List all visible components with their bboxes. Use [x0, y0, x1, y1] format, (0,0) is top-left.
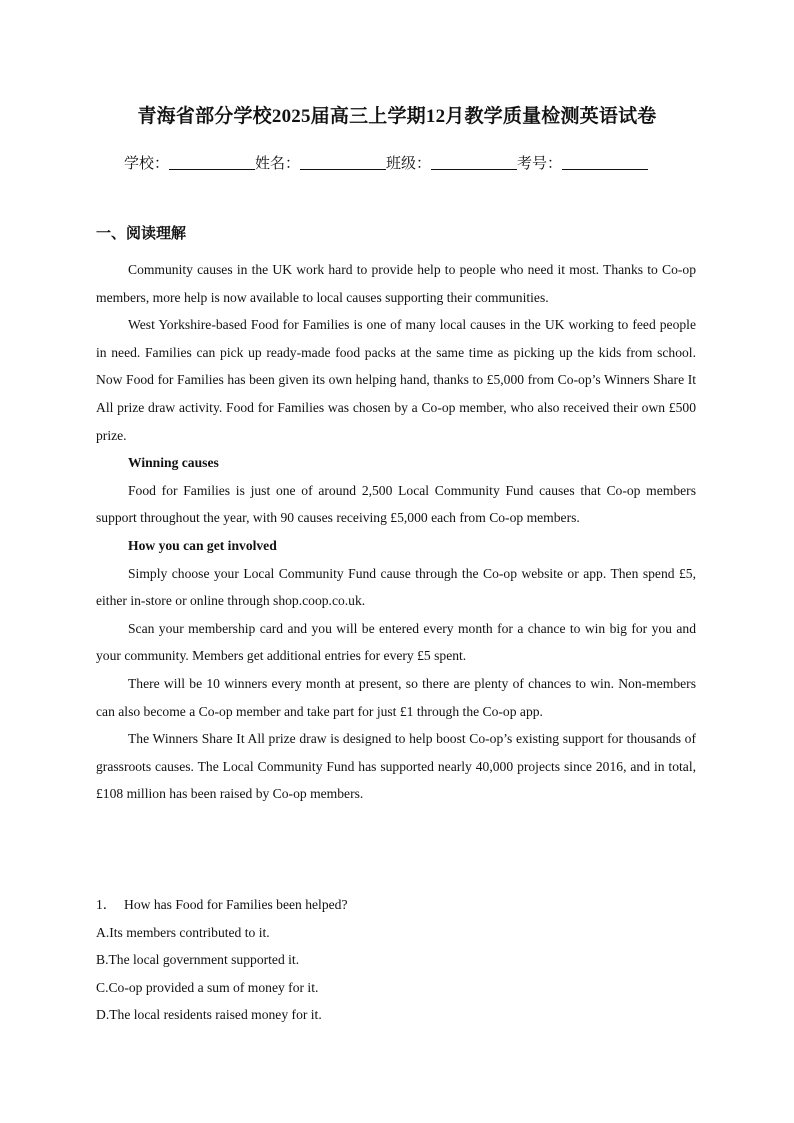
option-d[interactable]: D.The local residents raised money for it.: [96, 1007, 322, 1023]
question-1: [96, 891, 696, 1029]
class-label: 班级：: [386, 154, 432, 172]
passage-paragraph-6: There will be 10 winners every month at present, so there are plenty of chances to win. Non-members can also become a Co-op member and take part for just £1 through the Co-op app.: [96, 675, 696, 719]
class-blank[interactable]: [431, 155, 517, 170]
question-number: 1．: [96, 897, 117, 912]
reading-passage: [96, 256, 696, 808]
name-label: 姓名：: [255, 154, 301, 172]
passage-paragraph-5: Scan your membership card and you will be entered every month for a chance to win big for you and your community. Members get additional entries for every £5 spent.: [96, 620, 696, 664]
student-info-line: [124, 152, 648, 173]
name-blank[interactable]: [300, 155, 386, 170]
section-heading: 一、阅读理解: [96, 224, 187, 242]
school-blank[interactable]: [169, 155, 255, 170]
school-label: 学校：: [124, 154, 170, 172]
id-blank[interactable]: [562, 155, 648, 170]
passage-paragraph-7: The Winners Share It All prize draw is designed to help boost Co-op’s existing support for thousands of grassroots causes. The Local Community Fund has supported nearly 40,000 projects since 2016, and in total, £108 million has been raised by Co-op members.: [96, 731, 696, 802]
page-title: 青海省部分学校2025届高三上学期12月教学质量检测英语试卷: [137, 106, 657, 127]
option-c[interactable]: C.Co-op provided a sum of money for it.: [96, 979, 319, 995]
passage-paragraph-3: Food for Families is just one of around 2,500 Local Community Fund causes that Co-op members support throughout the year, with 90 causes receiving £5,000 each from Co-op members.: [96, 482, 696, 526]
subheading-winning-causes: Winning causes: [128, 455, 219, 471]
passage-paragraph-1: Community causes in the UK work hard to provide help to people who need it most. Thanks to Co-op members, more help is now available to local causes supporting their communities.: [96, 262, 696, 305]
question-text: How has Food for Families been helped?: [124, 897, 348, 912]
question-stem: [96, 891, 696, 919]
option-a[interactable]: A.Its members contributed to it.: [96, 924, 270, 940]
passage-paragraph-2: West Yorkshire-based Food for Families is one of many local causes in the UK working to feed people in need. Families can pick up ready-made food packs at the same time as picking up the kids from school. Now Food for Families has been given its own helping hand, thanks to £5,000 from Co-op’s Winners Share It All prize draw activity. Food for Families was chosen by a Co-op member, who also received their own £500 prize.: [96, 317, 696, 443]
id-label: 考号：: [517, 154, 563, 172]
option-b[interactable]: B.The local government supported it.: [96, 952, 300, 968]
passage-paragraph-4: Simply choose your Local Community Fund cause through the Co-op website or app. Then spend £5, either in-store or online through shop.coop.co.uk.: [96, 565, 696, 609]
subheading-get-involved: How you can get involved: [128, 537, 277, 553]
